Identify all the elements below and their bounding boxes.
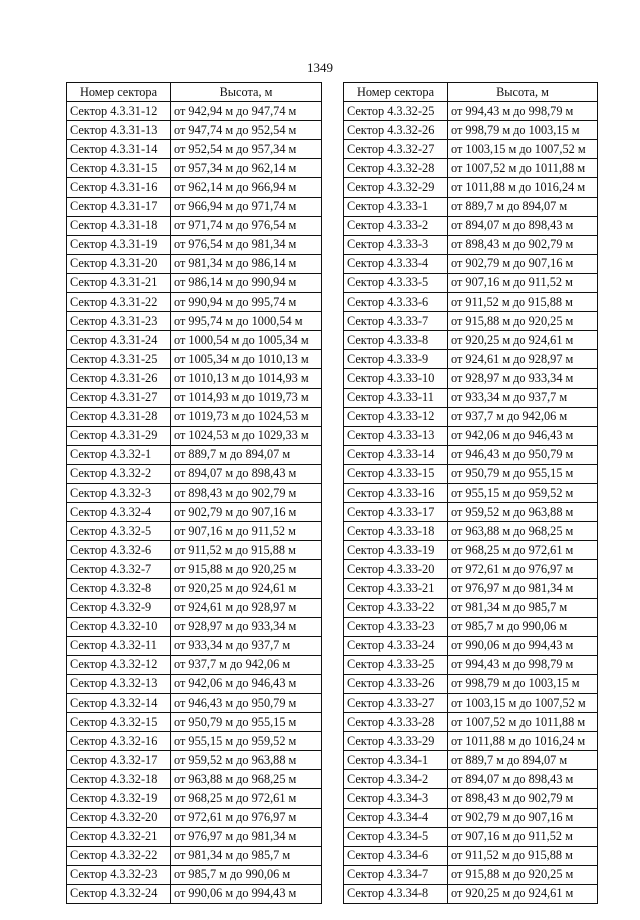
table-row	[344, 312, 598, 331]
sector-name-cell: Сектор 4.3.33-26	[344, 674, 448, 693]
height-range-cell: от 1007,52 м до 1011,88 м	[448, 159, 598, 178]
table-row	[344, 655, 598, 674]
sector-name-cell: Сектор 4.3.32-29	[344, 178, 448, 197]
table-row	[67, 884, 322, 903]
sector-name-cell: Сектор 4.3.33-13	[344, 426, 448, 445]
table-row	[344, 617, 598, 636]
table-row	[67, 312, 322, 331]
height-range-cell: от 907,16 м до 911,52 м	[448, 827, 598, 846]
height-range-cell: от 902,79 м до 907,16 м	[171, 503, 322, 522]
sector-name-cell: Сектор 4.3.33-4	[344, 254, 448, 273]
table-row	[344, 407, 598, 426]
sector-name-cell: Сектор 4.3.33-28	[344, 713, 448, 732]
height-range-cell: от 933,34 м до 937,7 м	[171, 636, 322, 655]
table-row	[344, 751, 598, 770]
sector-name-cell: Сектор 4.3.33-17	[344, 503, 448, 522]
sector-name-cell: Сектор 4.3.34-4	[344, 808, 448, 827]
sector-name-cell: Сектор 4.3.34-7	[344, 865, 448, 884]
height-range-cell: от 963,88 м до 968,25 м	[171, 770, 322, 789]
height-range-cell: от 920,25 м до 924,61 м	[171, 579, 322, 598]
table-row	[67, 426, 322, 445]
sector-table-left	[66, 82, 322, 904]
table-header-row	[344, 83, 598, 102]
table-body	[67, 102, 322, 904]
sector-name-cell: Сектор 4.3.33-29	[344, 732, 448, 751]
height-range-cell: от 907,16 м до 911,52 м	[171, 522, 322, 541]
table-row	[67, 388, 322, 407]
table-row	[344, 884, 598, 903]
sector-column-header: Номер сектора	[67, 83, 171, 102]
height-range-cell: от 920,25 м до 924,61 м	[448, 331, 598, 350]
sector-name-cell: Сектор 4.3.32-4	[67, 503, 171, 522]
height-range-cell: от 968,25 м до 972,61 м	[448, 541, 598, 560]
height-range-cell: от 902,79 м до 907,16 м	[448, 254, 598, 273]
height-range-cell: от 898,43 м до 902,79 м	[448, 789, 598, 808]
height-range-cell: от 957,34 м до 962,14 м	[171, 159, 322, 178]
table-row	[344, 369, 598, 388]
sector-name-cell: Сектор 4.3.31-16	[67, 178, 171, 197]
table-row	[344, 331, 598, 350]
height-range-cell: от 1024,53 м до 1029,33 м	[171, 426, 322, 445]
height-range-cell: от 889,7 м до 894,07 м	[448, 751, 598, 770]
height-range-cell: от 894,07 м до 898,43 м	[448, 770, 598, 789]
table-row	[67, 464, 322, 483]
sector-name-cell: Сектор 4.3.33-5	[344, 273, 448, 292]
height-range-cell: от 915,88 м до 920,25 м	[448, 312, 598, 331]
sector-name-cell: Сектор 4.3.32-20	[67, 808, 171, 827]
sector-name-cell: Сектор 4.3.31-12	[67, 102, 171, 121]
table-row	[344, 178, 598, 197]
height-range-cell: от 971,74 м до 976,54 м	[171, 216, 322, 235]
height-range-cell: от 1000,54 м до 1005,34 м	[171, 331, 322, 350]
table-row	[344, 522, 598, 541]
table-row	[344, 140, 598, 159]
height-range-cell: от 947,74 м до 952,54 м	[171, 121, 322, 140]
height-range-cell: от 1014,93 м до 1019,73 м	[171, 388, 322, 407]
sector-name-cell: Сектор 4.3.31-17	[67, 197, 171, 216]
table-row	[67, 350, 322, 369]
height-range-cell: от 911,52 м до 915,88 м	[448, 846, 598, 865]
height-range-cell: от 894,07 м до 898,43 м	[448, 216, 598, 235]
sector-name-cell: Сектор 4.3.34-1	[344, 751, 448, 770]
page-number: 1349	[307, 60, 333, 75]
height-range-cell: от 942,06 м до 946,43 м	[171, 674, 322, 693]
table-row	[67, 254, 322, 273]
sector-name-cell: Сектор 4.3.32-7	[67, 560, 171, 579]
sector-name-cell: Сектор 4.3.31-25	[67, 350, 171, 369]
table-row	[344, 216, 598, 235]
table-row	[67, 617, 322, 636]
table-row	[344, 636, 598, 655]
sector-name-cell: Сектор 4.3.33-18	[344, 522, 448, 541]
sector-name-cell: Сектор 4.3.32-15	[67, 713, 171, 732]
sector-name-cell: Сектор 4.3.32-24	[67, 884, 171, 903]
table-row	[67, 732, 322, 751]
height-range-cell: от 990,94 м до 995,74 м	[171, 293, 322, 312]
table-row	[344, 235, 598, 254]
table-row	[67, 636, 322, 655]
height-range-cell: от 950,79 м до 955,15 м	[448, 464, 598, 483]
table-row	[344, 273, 598, 292]
table-row	[344, 770, 598, 789]
sector-name-cell: Сектор 4.3.32-6	[67, 541, 171, 560]
sector-name-cell: Сектор 4.3.33-1	[344, 197, 448, 216]
sector-name-cell: Сектор 4.3.32-28	[344, 159, 448, 178]
height-range-cell: от 942,94 м до 947,74 м	[171, 102, 322, 121]
sector-name-cell: Сектор 4.3.32-16	[67, 732, 171, 751]
height-range-cell: от 955,15 м до 959,52 м	[171, 732, 322, 751]
height-range-cell: от 972,61 м до 976,97 м	[448, 560, 598, 579]
sector-name-cell: Сектор 4.3.31-13	[67, 121, 171, 140]
table-row	[344, 483, 598, 502]
sector-name-cell: Сектор 4.3.32-8	[67, 579, 171, 598]
table-row	[344, 827, 598, 846]
height-range-cell: от 920,25 м до 924,61 м	[448, 884, 598, 903]
sector-name-cell: Сектор 4.3.31-19	[67, 235, 171, 254]
sector-name-cell: Сектор 4.3.31-21	[67, 273, 171, 292]
sector-name-cell: Сектор 4.3.33-2	[344, 216, 448, 235]
height-range-cell: от 995,74 м до 1000,54 м	[171, 312, 322, 331]
height-range-cell: от 889,7 м до 894,07 м	[171, 445, 322, 464]
sector-name-cell: Сектор 4.3.34-5	[344, 827, 448, 846]
height-range-cell: от 902,79 м до 907,16 м	[448, 808, 598, 827]
sector-name-cell: Сектор 4.3.33-19	[344, 541, 448, 560]
sector-name-cell: Сектор 4.3.34-8	[344, 884, 448, 903]
sector-name-cell: Сектор 4.3.31-14	[67, 140, 171, 159]
height-range-cell: от 972,61 м до 976,97 м	[171, 808, 322, 827]
table-row	[67, 598, 322, 617]
table-row	[67, 483, 322, 502]
table-row	[344, 713, 598, 732]
sector-name-cell: Сектор 4.3.31-29	[67, 426, 171, 445]
table-row	[67, 694, 322, 713]
table-row	[67, 235, 322, 254]
table-header-row	[67, 83, 322, 102]
table-row	[67, 751, 322, 770]
table-row	[67, 140, 322, 159]
table-row	[67, 770, 322, 789]
height-range-cell: от 894,07 м до 898,43 м	[171, 464, 322, 483]
height-range-cell: от 1010,13 м до 1014,93 м	[171, 369, 322, 388]
sector-name-cell: Сектор 4.3.31-24	[67, 331, 171, 350]
table-row	[67, 102, 322, 121]
table-row	[344, 350, 598, 369]
sector-name-cell: Сектор 4.3.33-12	[344, 407, 448, 426]
sector-name-cell: Сектор 4.3.32-25	[344, 102, 448, 121]
sector-name-cell: Сектор 4.3.33-22	[344, 598, 448, 617]
height-range-cell: от 928,97 м до 933,34 м	[448, 369, 598, 388]
height-range-cell: от 1011,88 м до 1016,24 м	[448, 178, 598, 197]
height-range-cell: от 968,25 м до 972,61 м	[171, 789, 322, 808]
height-range-cell: от 976,97 м до 981,34 м	[448, 579, 598, 598]
table-row	[67, 789, 322, 808]
height-range-cell: от 924,61 м до 928,97 м	[448, 350, 598, 369]
height-range-cell: от 990,06 м до 994,43 м	[171, 884, 322, 903]
sector-name-cell: Сектор 4.3.32-10	[67, 617, 171, 636]
height-range-cell: от 981,34 м до 985,7 м	[448, 598, 598, 617]
table-row	[344, 159, 598, 178]
table-row	[344, 694, 598, 713]
height-range-cell: от 994,43 м до 998,79 м	[448, 102, 598, 121]
table-row	[67, 846, 322, 865]
table-row	[344, 445, 598, 464]
sector-name-cell: Сектор 4.3.31-15	[67, 159, 171, 178]
sector-name-cell: Сектор 4.3.33-24	[344, 636, 448, 655]
sector-name-cell: Сектор 4.3.31-23	[67, 312, 171, 331]
height-range-cell: от 928,97 м до 933,34 м	[171, 617, 322, 636]
sector-name-cell: Сектор 4.3.32-26	[344, 121, 448, 140]
height-range-cell: от 1007,52 м до 1011,88 м	[448, 713, 598, 732]
table-row	[344, 121, 598, 140]
sector-name-cell: Сектор 4.3.34-3	[344, 789, 448, 808]
sector-name-cell: Сектор 4.3.32-3	[67, 483, 171, 502]
sector-name-cell: Сектор 4.3.32-27	[344, 140, 448, 159]
height-range-cell: от 911,52 м до 915,88 м	[171, 541, 322, 560]
sector-name-cell: Сектор 4.3.32-19	[67, 789, 171, 808]
height-range-cell: от 985,7 м до 990,06 м	[448, 617, 598, 636]
height-range-cell: от 915,88 м до 920,25 м	[448, 865, 598, 884]
sector-name-cell: Сектор 4.3.33-15	[344, 464, 448, 483]
height-column-header: Высота, м	[448, 83, 598, 102]
height-range-cell: от 933,34 м до 937,7 м	[448, 388, 598, 407]
height-range-cell: от 889,7 м до 894,07 м	[448, 197, 598, 216]
table-row	[344, 674, 598, 693]
height-range-cell: от 981,34 м до 986,14 м	[171, 254, 322, 273]
table-row	[344, 865, 598, 884]
height-column-header: Высота, м	[171, 83, 322, 102]
height-range-cell: от 976,54 м до 981,34 м	[171, 235, 322, 254]
sector-name-cell: Сектор 4.3.31-28	[67, 407, 171, 426]
table-row	[344, 808, 598, 827]
sector-name-cell: Сектор 4.3.33-25	[344, 655, 448, 674]
height-range-cell: от 946,43 м до 950,79 м	[171, 694, 322, 713]
height-range-cell: от 1019,73 м до 1024,53 м	[171, 407, 322, 426]
height-range-cell: от 950,79 м до 955,15 м	[171, 713, 322, 732]
height-range-cell: от 976,97 м до 981,34 м	[171, 827, 322, 846]
sector-name-cell: Сектор 4.3.31-27	[67, 388, 171, 407]
sector-name-cell: Сектор 4.3.33-10	[344, 369, 448, 388]
height-range-cell: от 898,43 м до 902,79 м	[448, 235, 598, 254]
sector-name-cell: Сектор 4.3.33-7	[344, 312, 448, 331]
sector-name-cell: Сектор 4.3.33-27	[344, 694, 448, 713]
height-range-cell: от 955,15 м до 959,52 м	[448, 483, 598, 502]
sector-name-cell: Сектор 4.3.32-18	[67, 770, 171, 789]
sector-name-cell: Сектор 4.3.33-11	[344, 388, 448, 407]
height-range-cell: от 959,52 м до 963,88 м	[171, 751, 322, 770]
height-range-cell: от 915,88 м до 920,25 м	[171, 560, 322, 579]
height-range-cell: от 1003,15 м до 1007,52 м	[448, 694, 598, 713]
sector-name-cell: Сектор 4.3.33-20	[344, 560, 448, 579]
height-range-cell: от 1011,88 м до 1016,24 м	[448, 732, 598, 751]
height-range-cell: от 942,06 м до 946,43 м	[448, 426, 598, 445]
sector-name-cell: Сектор 4.3.32-12	[67, 655, 171, 674]
table-row	[67, 503, 322, 522]
height-range-cell: от 924,61 м до 928,97 м	[171, 598, 322, 617]
sector-name-cell: Сектор 4.3.34-6	[344, 846, 448, 865]
height-range-cell: от 981,34 м до 985,7 м	[171, 846, 322, 865]
table-row	[67, 579, 322, 598]
height-range-cell: от 994,43 м до 998,79 м	[448, 655, 598, 674]
sector-name-cell: Сектор 4.3.32-5	[67, 522, 171, 541]
sector-name-cell: Сектор 4.3.32-17	[67, 751, 171, 770]
height-range-cell: от 937,7 м до 942,06 м	[448, 407, 598, 426]
table-row	[67, 808, 322, 827]
height-range-cell: от 946,43 м до 950,79 м	[448, 445, 598, 464]
height-range-cell: от 907,16 м до 911,52 м	[448, 273, 598, 292]
sector-name-cell: Сектор 4.3.33-3	[344, 235, 448, 254]
table-row	[67, 159, 322, 178]
sector-name-cell: Сектор 4.3.31-26	[67, 369, 171, 388]
sector-name-cell: Сектор 4.3.32-22	[67, 846, 171, 865]
height-range-cell: от 1003,15 м до 1007,52 м	[448, 140, 598, 159]
table-row	[344, 197, 598, 216]
table-row	[67, 273, 322, 292]
table-row	[67, 541, 322, 560]
table-row	[67, 121, 322, 140]
height-range-cell: от 986,14 м до 990,94 м	[171, 273, 322, 292]
table-row	[344, 464, 598, 483]
table-row	[67, 674, 322, 693]
height-range-cell: от 998,79 м до 1003,15 м	[448, 121, 598, 140]
sector-name-cell: Сектор 4.3.33-14	[344, 445, 448, 464]
sector-table-right	[343, 82, 598, 904]
sector-name-cell: Сектор 4.3.33-21	[344, 579, 448, 598]
table-row	[344, 293, 598, 312]
table-row	[344, 541, 598, 560]
height-range-cell: от 937,7 м до 942,06 м	[171, 655, 322, 674]
table-row	[67, 522, 322, 541]
sector-name-cell: Сектор 4.3.33-23	[344, 617, 448, 636]
height-range-cell: от 1005,34 м до 1010,13 м	[171, 350, 322, 369]
table-row	[344, 789, 598, 808]
sector-name-cell: Сектор 4.3.32-1	[67, 445, 171, 464]
table-row	[67, 369, 322, 388]
table-row	[67, 827, 322, 846]
sector-name-cell: Сектор 4.3.34-2	[344, 770, 448, 789]
height-range-cell: от 985,7 м до 990,06 м	[171, 865, 322, 884]
table-row	[344, 579, 598, 598]
sector-name-cell: Сектор 4.3.31-20	[67, 254, 171, 273]
table-row	[344, 598, 598, 617]
sector-name-cell: Сектор 4.3.33-6	[344, 293, 448, 312]
table-row	[67, 445, 322, 464]
table-row	[344, 732, 598, 751]
height-range-cell: от 959,52 м до 963,88 м	[448, 503, 598, 522]
height-range-cell: от 962,14 м до 966,94 м	[171, 178, 322, 197]
table-row	[344, 426, 598, 445]
table-row	[344, 560, 598, 579]
height-range-cell: от 963,88 м до 968,25 м	[448, 522, 598, 541]
sector-name-cell: Сектор 4.3.32-13	[67, 674, 171, 693]
table-row	[67, 216, 322, 235]
table-row	[344, 254, 598, 273]
table-row	[67, 178, 322, 197]
table-body	[344, 102, 598, 904]
table-row	[67, 197, 322, 216]
table-row	[344, 388, 598, 407]
height-range-cell: от 911,52 м до 915,88 м	[448, 293, 598, 312]
table-row	[344, 846, 598, 865]
table-row	[67, 865, 322, 884]
sector-name-cell: Сектор 4.3.32-23	[67, 865, 171, 884]
table-row	[344, 503, 598, 522]
table-row	[67, 560, 322, 579]
sector-name-cell: Сектор 4.3.33-8	[344, 331, 448, 350]
sector-name-cell: Сектор 4.3.31-22	[67, 293, 171, 312]
height-range-cell: от 898,43 м до 902,79 м	[171, 483, 322, 502]
table-row	[67, 293, 322, 312]
sector-name-cell: Сектор 4.3.33-16	[344, 483, 448, 502]
table-row	[67, 655, 322, 674]
table-row	[67, 713, 322, 732]
height-range-cell: от 966,94 м до 971,74 м	[171, 197, 322, 216]
sector-name-cell: Сектор 4.3.33-9	[344, 350, 448, 369]
table-row	[67, 407, 322, 426]
sector-column-header: Номер сектора	[344, 83, 448, 102]
sector-name-cell: Сектор 4.3.32-11	[67, 636, 171, 655]
sector-name-cell: Сектор 4.3.32-9	[67, 598, 171, 617]
height-range-cell: от 952,54 м до 957,34 м	[171, 140, 322, 159]
sector-name-cell: Сектор 4.3.32-2	[67, 464, 171, 483]
table-row	[344, 102, 598, 121]
height-range-cell: от 990,06 м до 994,43 м	[448, 636, 598, 655]
table-row	[67, 331, 322, 350]
sector-name-cell: Сектор 4.3.31-18	[67, 216, 171, 235]
sector-name-cell: Сектор 4.3.32-14	[67, 694, 171, 713]
sector-name-cell: Сектор 4.3.32-21	[67, 827, 171, 846]
height-range-cell: от 998,79 м до 1003,15 м	[448, 674, 598, 693]
